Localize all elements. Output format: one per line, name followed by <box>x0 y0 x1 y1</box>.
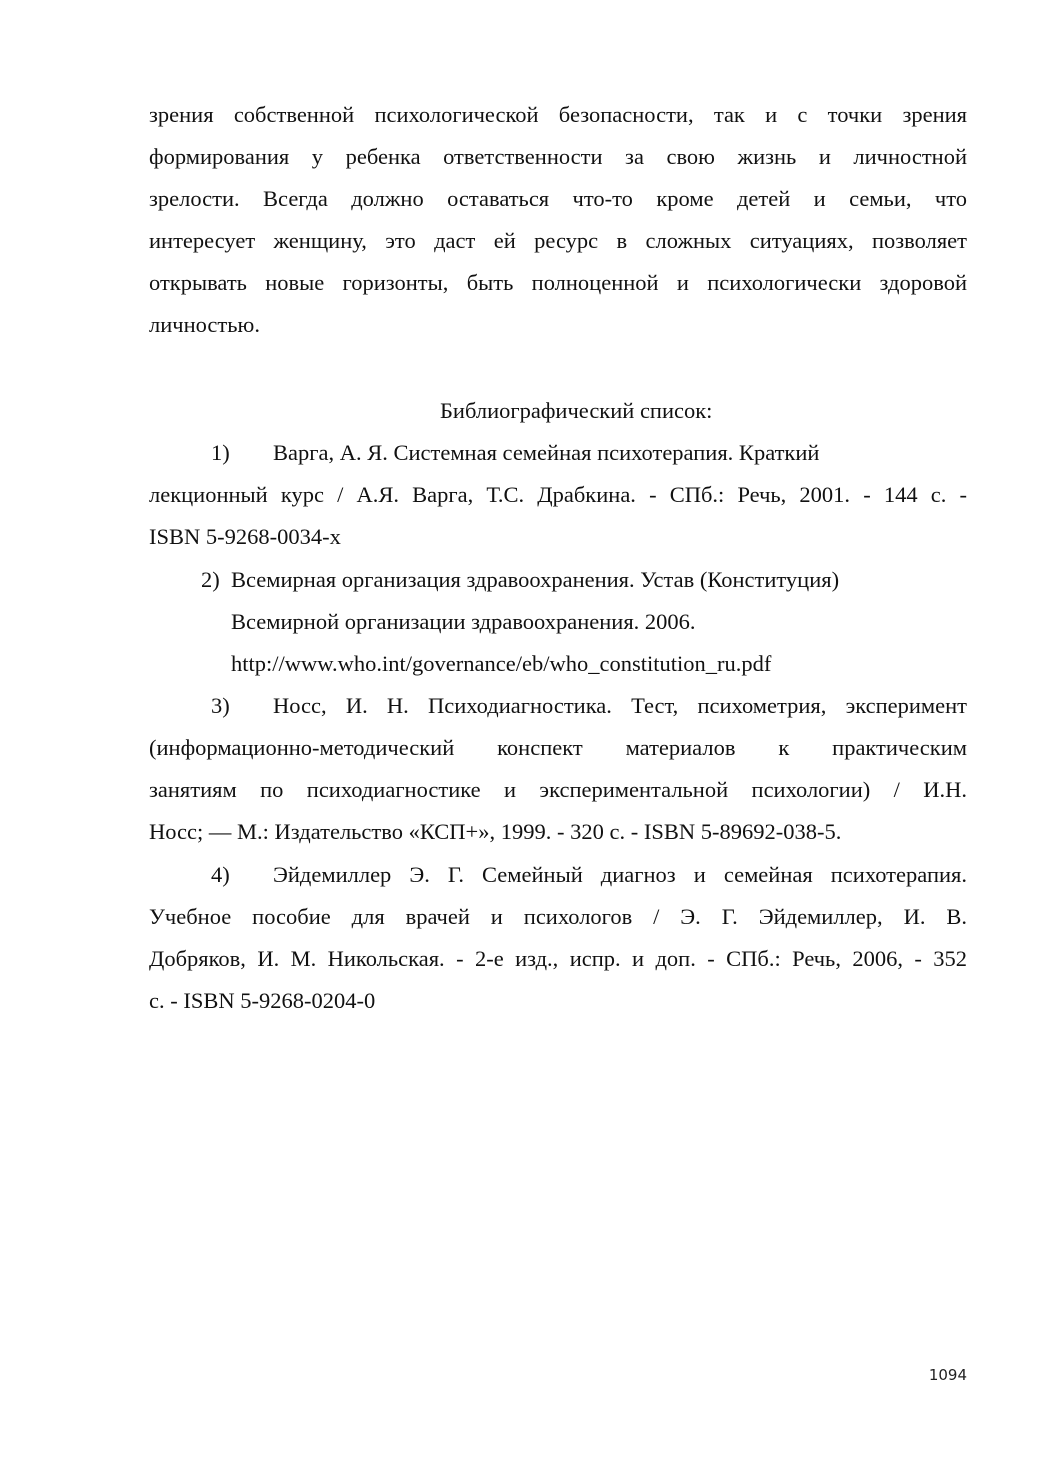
reference-4-line-2: Учебное пособие для врачей и психологов / Э. Г. Эйдемиллер, И. В. <box>149 904 967 929</box>
reference-4-line-3: Добряков, И. М. Никольская. - 2-е изд., испр. и доп. - СПб.: Речь, 2006, - 352 <box>149 946 967 971</box>
reference-1-line-3: ISBN 5-9268-0034-x <box>149 524 341 549</box>
reference-3-line-1: Носс, И. Н. Психодиагностика. Тест, психометрия, эксперимент <box>273 693 967 718</box>
reference-1-number: 1) <box>211 440 230 465</box>
reference-4-line-1: Эйдемиллер Э. Г. Семейный диагноз и семейная психотерапия. <box>273 862 967 887</box>
reference-4-number: 4) <box>211 862 230 887</box>
bibliography-heading-text: Библиографический список: <box>440 398 713 423</box>
body-line-1: зрения собственной психологической безопасности, так и с точки зрения <box>149 102 967 127</box>
body-line-5: открывать новые горизонты, быть полноценной и психологически здоровой <box>149 270 967 295</box>
reference-2-url: http://www.who.int/governance/eb/who_constitution_ru.pdf <box>231 651 772 676</box>
body-line-3: зрелости. Всегда должно оставаться что-то кроме детей и семьи, что <box>149 186 967 211</box>
reference-1-line-1: Варга, А. Я. Системная семейная психотерапия. Краткий <box>273 440 820 465</box>
reference-1-line-2: лекционный курс / А.Я. Варга, Т.С. Драбкина. - СПб.: Речь, 2001. - 144 с. - <box>149 482 967 507</box>
reference-3-line-2: (информационно-методический конспект материалов к практическим <box>149 735 967 760</box>
reference-4-line-4: с. - ISBN 5-9268-0204-0 <box>149 988 376 1013</box>
reference-2-number: 2) <box>201 567 220 592</box>
reference-2-line-2: Всемирной организации здравоохранения. 2006. <box>231 609 696 634</box>
body-line-2: формирования у ребенка ответственности за свою жизнь и личностной <box>149 144 967 169</box>
reference-3-line-4: Носс; — М.: Издательство «КСП+», 1999. - 320 с. - ISBN 5-89692-038-5. <box>149 819 842 844</box>
page-number: 1094 <box>928 1366 967 1384</box>
reference-3-number: 3) <box>211 693 230 718</box>
reference-2-line-1: Всемирная организация здравоохранения. Устав (Конституция) <box>231 567 840 592</box>
body-line-6: личностью. <box>149 312 260 337</box>
reference-3-line-3: занятиям по психодиагностике и экспериментальной психологии) / И.Н. <box>149 777 967 802</box>
body-line-4: интересует женщину, это даст ей ресурс в сложных ситуациях, позволяет <box>149 228 967 253</box>
